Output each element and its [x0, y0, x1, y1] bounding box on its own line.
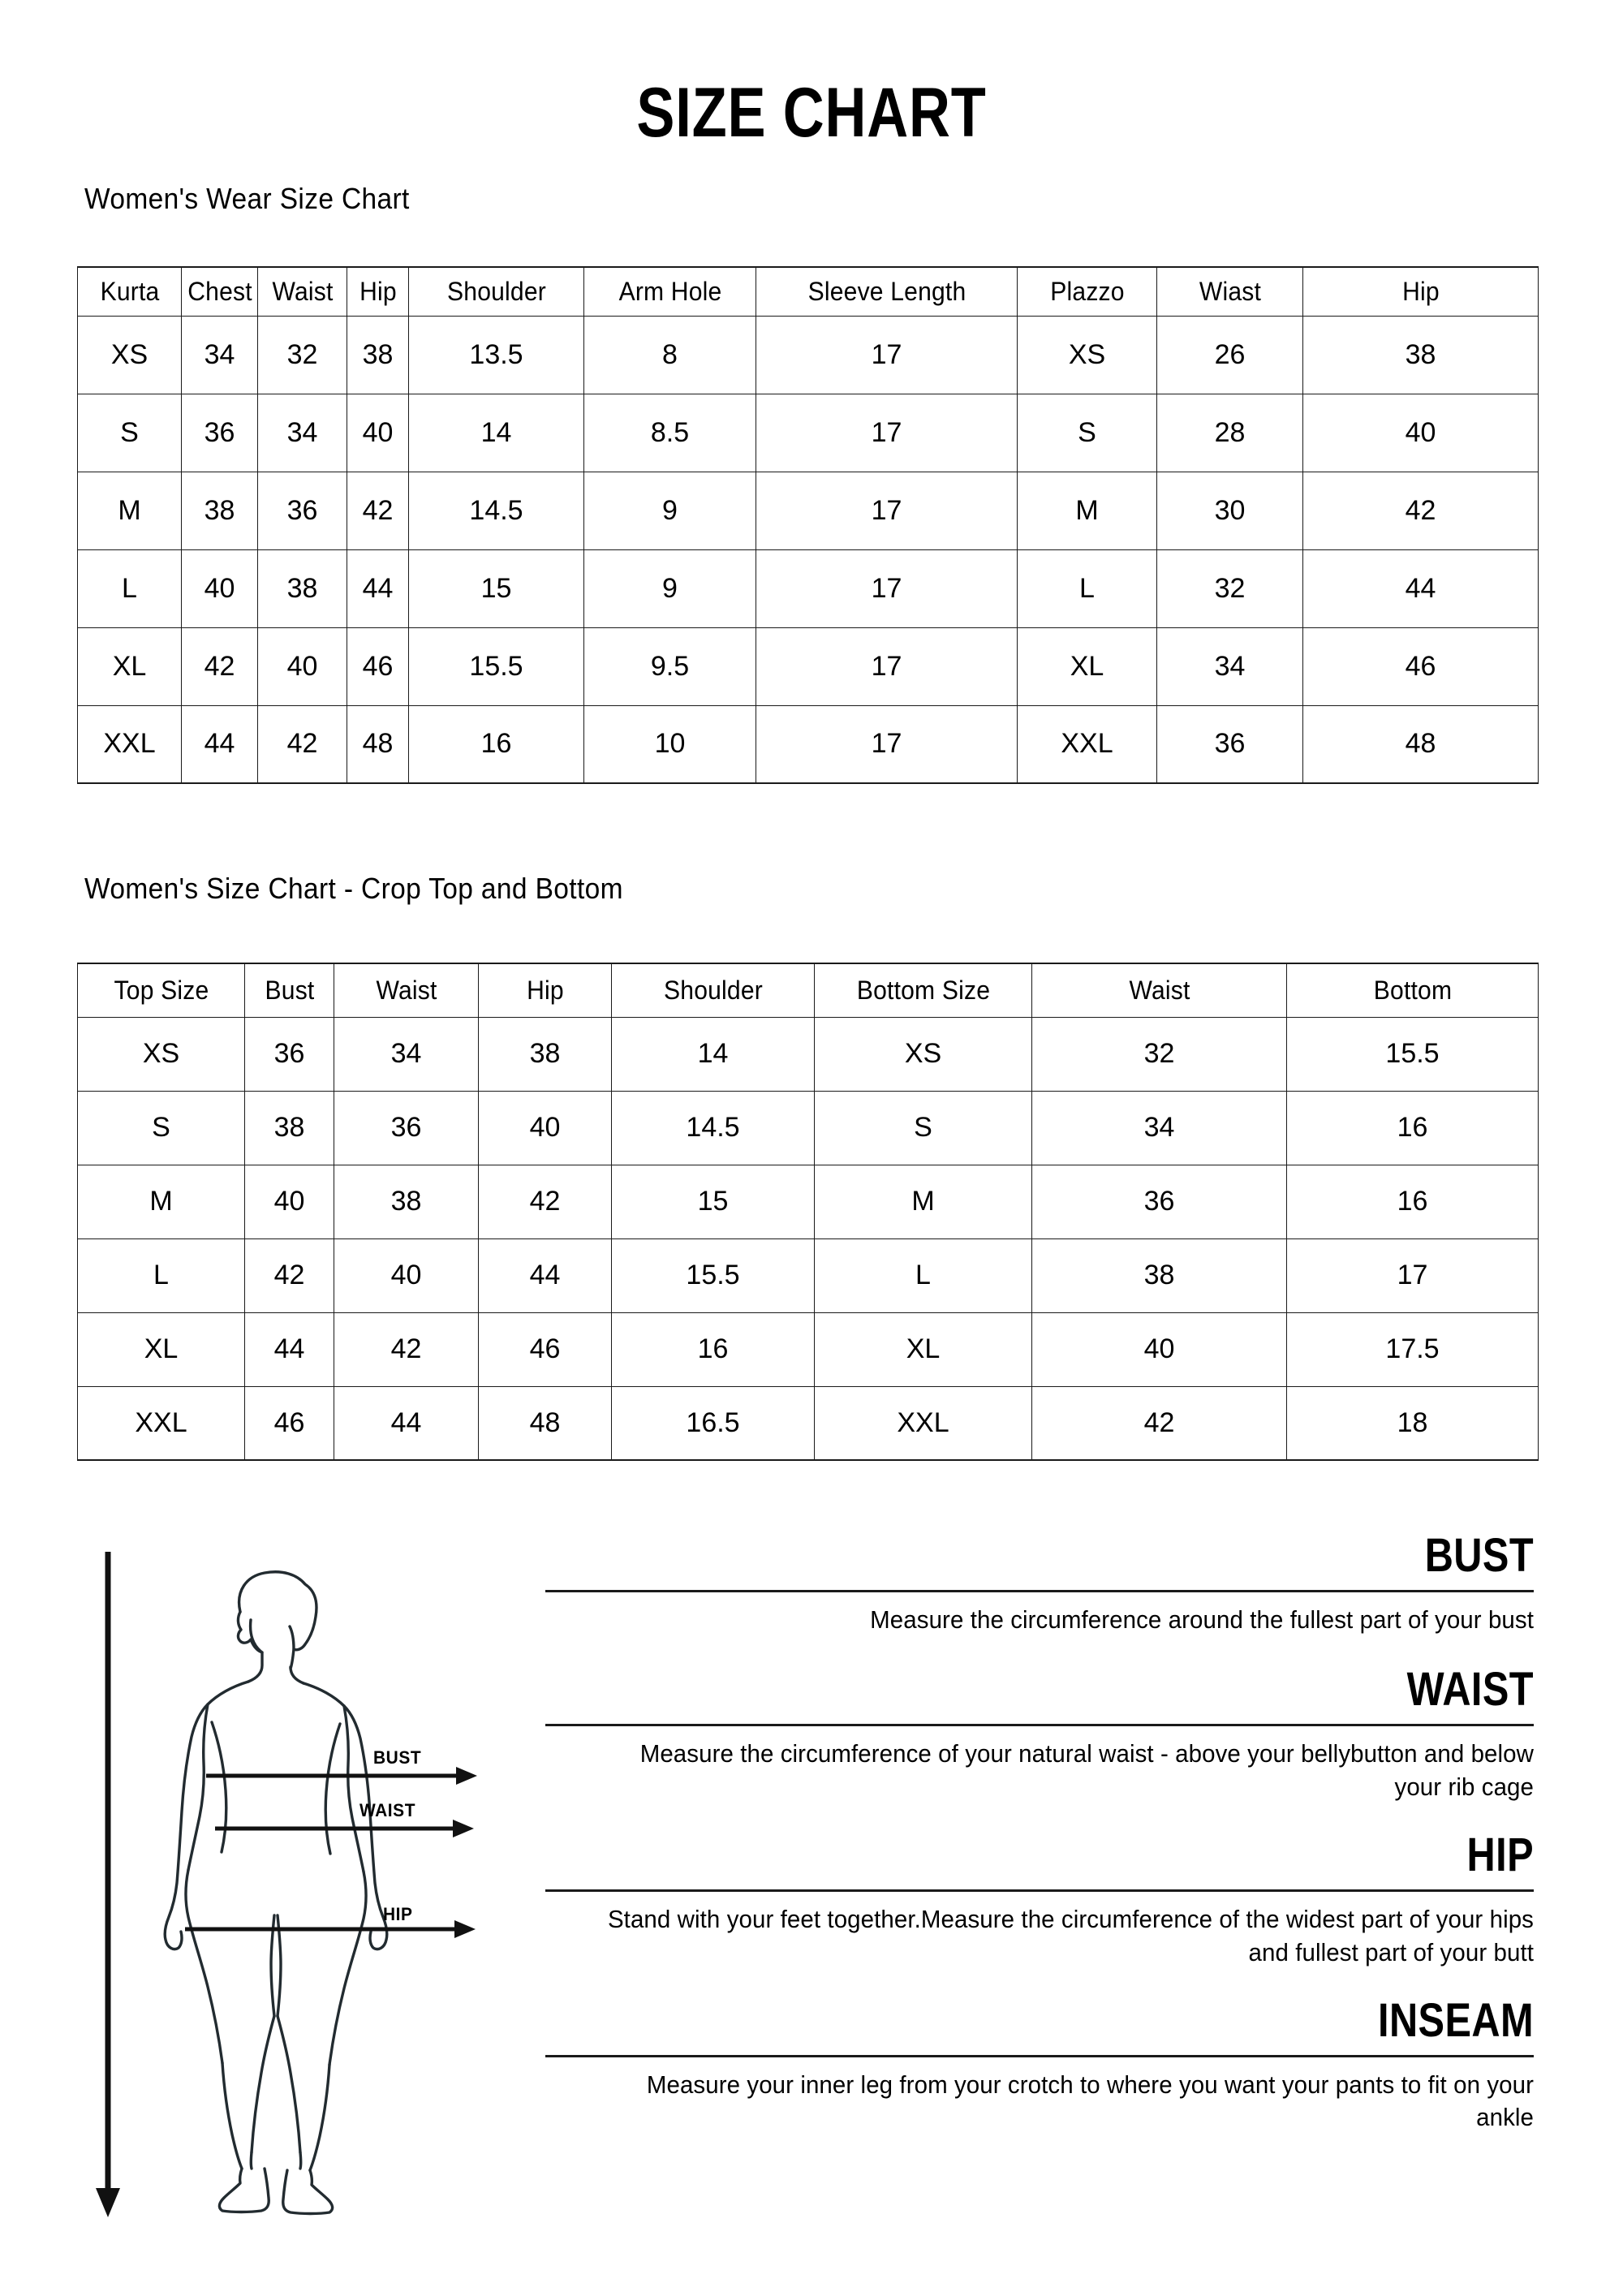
table-cell: 40: [1303, 394, 1539, 472]
divider-hip: [545, 1889, 1534, 1892]
measurement-text-bust: Measure the circumference around the fullest part of your bust: [870, 1605, 1534, 1634]
column-header: Bottom: [1294, 963, 1530, 1017]
table-cell: 18: [1287, 1386, 1539, 1460]
table-cell: 17: [756, 472, 1018, 549]
table-cell: XXL: [78, 1386, 245, 1460]
table-cell: 14.5: [409, 472, 584, 549]
table-cell: L: [1018, 549, 1157, 627]
table-cell: 40: [245, 1165, 334, 1238]
body-silhouette: [165, 1572, 387, 2214]
table-cell: 38: [479, 1017, 612, 1091]
table-row: [78, 549, 1539, 627]
divider-waist: [545, 1724, 1534, 1726]
table-cell: XS: [815, 1017, 1032, 1091]
table-cell: 17: [756, 316, 1018, 394]
table-row: [78, 705, 1539, 783]
table-cell: S: [78, 1091, 245, 1165]
table-cell: 15.5: [612, 1238, 815, 1312]
table-cell: 34: [1032, 1091, 1287, 1165]
page-title: SIZE CHART: [636, 73, 987, 152]
table-header-row: [78, 267, 1539, 316]
table-cell: 40: [479, 1091, 612, 1165]
table-row: [78, 627, 1539, 705]
table-cell: 36: [245, 1017, 334, 1091]
table-row: [78, 1017, 1539, 1091]
measurement-text-hip: Stand with your feet together.Measure the circumference of the widest part of your hips and fullest part of your butt: [607, 1904, 1535, 1966]
table-cell: 44: [1303, 549, 1539, 627]
column-header: Hip: [349, 267, 407, 316]
table-cell: XXL: [1018, 705, 1157, 783]
measurement-text-waist: Measure the circumference of your natural waist - above your bellybutton and below your rib cage: [639, 1738, 1534, 1801]
table-cell: L: [78, 1238, 245, 1312]
measurement-block-waist: [545, 1662, 1534, 1804]
table-cell: 36: [1157, 705, 1303, 783]
table-cell: 14: [409, 394, 584, 472]
table-cell: 46: [347, 627, 409, 705]
hip-measure-arrow-icon: [185, 1920, 476, 1938]
figure-label-hip: HIP: [383, 1904, 413, 1924]
table-cell: 36: [258, 472, 347, 549]
table-cell: L: [815, 1238, 1032, 1312]
table-cell: 17: [1287, 1238, 1539, 1312]
measurement-block-bust: [545, 1529, 1534, 1637]
table-cell: 46: [1303, 627, 1539, 705]
table-cell: 42: [1032, 1386, 1287, 1460]
table-cell: 44: [479, 1238, 612, 1312]
table-cell: 17: [756, 394, 1018, 472]
table-cell: 16: [1287, 1091, 1539, 1165]
height-arrow-icon: [96, 1552, 120, 2217]
divider-bust: [545, 1590, 1534, 1592]
measurement-text-inseam: Measure your inner leg from your crotch to where you want your pants to fit on your ankle: [646, 2070, 1534, 2132]
table-body: [78, 316, 1539, 783]
table-cell: 10: [584, 705, 756, 783]
table-cell: 42: [334, 1312, 479, 1386]
table-cell: 42: [347, 472, 409, 549]
table-cell: 34: [182, 316, 258, 394]
table-cell: 17.5: [1287, 1312, 1539, 1386]
column-header: Bust: [248, 963, 331, 1017]
table-cell: 9: [584, 549, 756, 627]
figure-label-waist: WAIST: [359, 1800, 416, 1820]
table-cell: 40: [258, 627, 347, 705]
table-cell: S: [78, 394, 182, 472]
column-header: Waist: [338, 963, 474, 1017]
table-cell: 42: [1303, 472, 1539, 549]
table-cell: M: [78, 1165, 245, 1238]
crop-top-and-bottom-size-table: [77, 963, 1539, 1461]
table-cell: 15: [612, 1165, 815, 1238]
table-cell: S: [815, 1091, 1032, 1165]
table-cell: 16.5: [612, 1386, 815, 1460]
column-header: Bottom Size: [821, 963, 1026, 1017]
table-cell: 15.5: [409, 627, 584, 705]
female-body-outline-illustration: [89, 1542, 511, 2256]
table-cell: 40: [1032, 1312, 1287, 1386]
table-cell: 14.5: [612, 1091, 815, 1165]
table-row: [78, 1091, 1539, 1165]
table-cell: 48: [347, 705, 409, 783]
table-cell: 17: [756, 627, 1018, 705]
table-cell: 46: [245, 1386, 334, 1460]
table-cell: 42: [245, 1238, 334, 1312]
table-cell: 30: [1157, 472, 1303, 549]
measurement-heading-waist: WAIST: [1406, 1662, 1534, 1716]
table-cell: 44: [347, 549, 409, 627]
measurement-block-hip: [545, 1828, 1535, 1970]
table-cell: 34: [258, 394, 347, 472]
table-cell: 46: [479, 1312, 612, 1386]
column-header: Sleeve Length: [764, 267, 1010, 316]
table-cell: 32: [1157, 549, 1303, 627]
bust-measure-arrow-icon: [206, 1767, 477, 1785]
crop-top-subtitle: Women's Size Chart - Crop Top and Bottom: [84, 872, 623, 905]
table-cell: 16: [409, 705, 584, 783]
table-cell: 28: [1157, 394, 1303, 472]
table-cell: L: [78, 549, 182, 627]
table-cell: 15.5: [1287, 1017, 1539, 1091]
measurement-figure-panel: [89, 1542, 511, 2256]
table-cell: XXL: [815, 1386, 1032, 1460]
column-header: Chest: [183, 267, 255, 316]
womens-wear-subtitle: Women's Wear Size Chart: [84, 182, 410, 215]
column-header: Plazzo: [1022, 267, 1153, 316]
column-header: Kurta: [80, 267, 178, 316]
table-cell: XXL: [78, 705, 182, 783]
table-cell: 44: [182, 705, 258, 783]
table-cell: XS: [78, 316, 182, 394]
table-cell: 44: [245, 1312, 334, 1386]
table-header: [78, 267, 1539, 316]
table-cell: 9: [584, 472, 756, 549]
table-cell: S: [1018, 394, 1157, 472]
table-cell: 16: [612, 1312, 815, 1386]
column-header: Arm Hole: [589, 267, 751, 316]
table-cell: 40: [182, 549, 258, 627]
table-cell: 38: [334, 1165, 479, 1238]
table-cell: 17: [756, 549, 1018, 627]
table-cell: XS: [78, 1017, 245, 1091]
table-cell: XL: [78, 627, 182, 705]
table-cell: M: [1018, 472, 1157, 549]
table-cell: 8: [584, 316, 756, 394]
table-cell: M: [78, 472, 182, 549]
table-cell: 36: [334, 1091, 479, 1165]
table-cell: 16: [1287, 1165, 1539, 1238]
measurement-heading-hip: HIP: [1466, 1828, 1534, 1881]
table-cell: XL: [1018, 627, 1157, 705]
table-cell: 34: [334, 1017, 479, 1091]
measurement-heading-inseam: INSEAM: [1377, 1993, 1534, 2047]
table-cell: 38: [347, 316, 409, 394]
table-cell: 34: [1157, 627, 1303, 705]
column-header: Hip: [1310, 267, 1531, 316]
table-body: [78, 1017, 1539, 1460]
table-cell: 32: [258, 316, 347, 394]
column-header: Shoulder: [414, 267, 579, 316]
divider-inseam: [545, 2055, 1534, 2057]
figure-label-bust: BUST: [373, 1747, 422, 1768]
table-cell: 17: [756, 705, 1018, 783]
column-header: Top Size: [83, 963, 240, 1017]
table-row: [78, 1238, 1539, 1312]
table-cell: 38: [1303, 316, 1539, 394]
table-row: [78, 394, 1539, 472]
table-cell: XL: [815, 1312, 1032, 1386]
table-cell: 40: [347, 394, 409, 472]
column-header: Shoulder: [618, 963, 808, 1017]
table-cell: 8.5: [584, 394, 756, 472]
table-header-row: [78, 963, 1539, 1017]
table-cell: 40: [334, 1238, 479, 1312]
waist-measure-arrow-icon: [215, 1820, 474, 1837]
table-cell: 32: [1032, 1017, 1287, 1091]
table-cell: 42: [479, 1165, 612, 1238]
table-cell: M: [815, 1165, 1032, 1238]
column-header: Waist: [260, 267, 344, 316]
table-row: [78, 1312, 1539, 1386]
table-cell: 36: [1032, 1165, 1287, 1238]
table-cell: 48: [1303, 705, 1539, 783]
measurement-heading-bust: BUST: [1424, 1529, 1534, 1582]
table-row: [78, 1386, 1539, 1460]
table-cell: 42: [258, 705, 347, 783]
table-cell: 44: [334, 1386, 479, 1460]
table-cell: 38: [182, 472, 258, 549]
table-cell: XS: [1018, 316, 1157, 394]
table-cell: 36: [182, 394, 258, 472]
table-cell: 38: [245, 1091, 334, 1165]
table-row: [78, 1165, 1539, 1238]
table-cell: 48: [479, 1386, 612, 1460]
table-cell: 38: [1032, 1238, 1287, 1312]
table-row: [78, 472, 1539, 549]
table-cell: 26: [1157, 316, 1303, 394]
table-header: [78, 963, 1539, 1017]
column-header: Waist: [1040, 963, 1279, 1017]
table-cell: 15: [409, 549, 584, 627]
measurement-instructions: [545, 1529, 1535, 2134]
table-cell: 42: [182, 627, 258, 705]
measurement-block-inseam: [545, 1993, 1534, 2135]
column-header: Wiast: [1161, 267, 1298, 316]
table-cell: 9.5: [584, 627, 756, 705]
womens-wear-size-table: [77, 266, 1539, 784]
table-row: [78, 316, 1539, 394]
table-cell: 14: [612, 1017, 815, 1091]
table-cell: 38: [258, 549, 347, 627]
table-cell: 13.5: [409, 316, 584, 394]
table-cell: XL: [78, 1312, 245, 1386]
column-header: Hip: [482, 963, 607, 1017]
